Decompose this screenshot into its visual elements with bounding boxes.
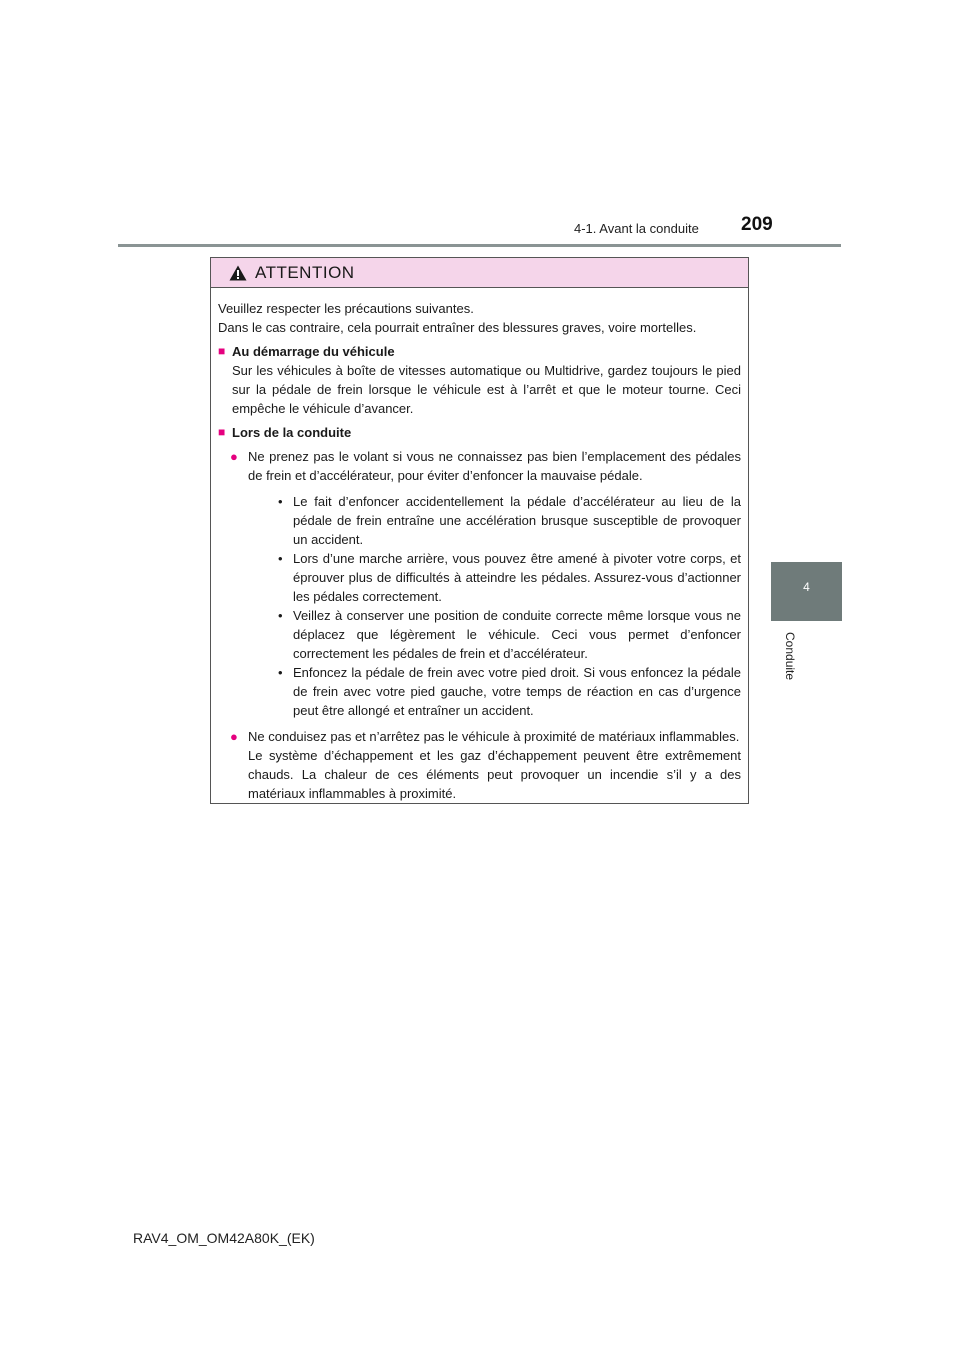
caution-intro	[218, 299, 741, 337]
document-code: RAV4_OM_OM42A80K_(EK)	[133, 1230, 315, 1246]
caution-header	[211, 258, 748, 288]
bullet-item: • Lors d’une marche arrière, vous pouvez être amené à pivoter votre corps, et éprouver plus de difficultés à atteindre les pédales. Assurez-vous d’actionner les pédales correctement.	[278, 551, 741, 604]
section-heading	[218, 423, 741, 442]
section-heading-text: Lors de la conduite	[232, 425, 352, 440]
point-extra-text: Le système d’échappement et les gaz d’échappement peuvent être extrêmement chauds. La chaleur de ces éléments peut provoquer un incendie s’il y a des matériaux inflammables à proximité.	[248, 748, 741, 801]
circle-bullet-icon: ●	[230, 449, 238, 464]
bullet-text: Le fait d’enfoncer accidentellement la pédale d’accélérateur au lieu de la pédale de frein entraîne une accélération brusque susceptible de provoquer un accident.	[293, 494, 741, 547]
section-title: 4-1. Avant la conduite	[574, 221, 699, 236]
square-bullet-icon: ■	[218, 344, 226, 358]
chapter-tab	[771, 562, 842, 621]
bullet-item: • Le fait d’enfoncer accidentellement la pédale d’accélérateur au lieu de la pédale de frein entraîne une accélération brusque susceptible de provoquer un accident.	[278, 494, 741, 547]
bullet-text: Enfoncez la pédale de frein avec votre pied droit. Si vous enfoncez la pédale de frein avec votre pied gauche, votre temps de réaction en cas d’urgence peut être allongé et entraîner un accident.	[293, 665, 741, 718]
square-bullet-icon: ■	[218, 425, 226, 439]
point-item	[230, 727, 741, 803]
section-heading-text: Au démarrage du véhicule	[232, 344, 395, 359]
point-text: Ne prenez pas le volant si vous ne connaissez pas bien l’emplacement des pédales de frein et d’accélérateur, pour éviter d’enfoncer la mauvaise pédale.	[248, 449, 741, 483]
caution-body	[211, 288, 748, 803]
point-item	[230, 447, 741, 722]
page-number: 209	[741, 214, 773, 235]
bullet-item: • Veillez à conserver une position de conduite correcte même lorsque vous ne déplacez que légèrement le véhicule. Ceci vous permet d’enfoncer correctement les pédales de frein et d’accélérateur.	[278, 608, 741, 661]
section-driving	[218, 423, 741, 803]
header-divider	[118, 244, 841, 247]
section-starting	[218, 342, 741, 418]
bullet-text: Veillez à conserver une position de conduite correcte même lorsque vous ne déplacez que légèrement le véhicule. Ceci vous permet d’enfoncer correctement les pédales de frein et d’accélérateur.	[293, 608, 741, 661]
bullet-text: Lors d’une marche arrière, vous pouvez être amené à pivoter votre corps, et éprouver plus de difficultés à atteindre les pédales. Assurez-vous d’actionner les pédales correctement.	[293, 551, 741, 604]
point-text: Ne conduisez pas et n’arrêtez pas le véhicule à proximité de matériaux inflammables.	[248, 729, 740, 744]
chapter-number: 4	[803, 580, 810, 594]
caution-box	[210, 257, 749, 804]
section-text: Sur les véhicules à boîte de vitesses automatique ou Multidrive, gardez toujours le pied sur la pédale de frein lorsque le véhicule est à l’arrêt et que le moteur tourne. Ceci empêche le véhicule d’avancer.	[232, 363, 741, 416]
bullet-list	[278, 492, 741, 720]
bullet-item: • Enfoncez la pédale de frein avec votre pied droit. Si vous enfoncez la pédale de frein avec votre pied gauche, votre temps de réaction en cas d’urgence peut être allongé et entraîner un accident.	[278, 665, 741, 718]
intro-line: Veuillez respecter les précautions suivantes.	[218, 301, 474, 316]
chapter-label: Conduite	[783, 632, 797, 681]
caution-title: ATTENTION	[255, 262, 355, 282]
circle-bullet-icon: ●	[230, 729, 238, 744]
intro-line: Dans le cas contraire, cela pourrait entraîner des blessures graves, voire mortelles.	[218, 320, 697, 335]
warning-icon	[229, 265, 247, 281]
section-heading	[218, 342, 741, 361]
